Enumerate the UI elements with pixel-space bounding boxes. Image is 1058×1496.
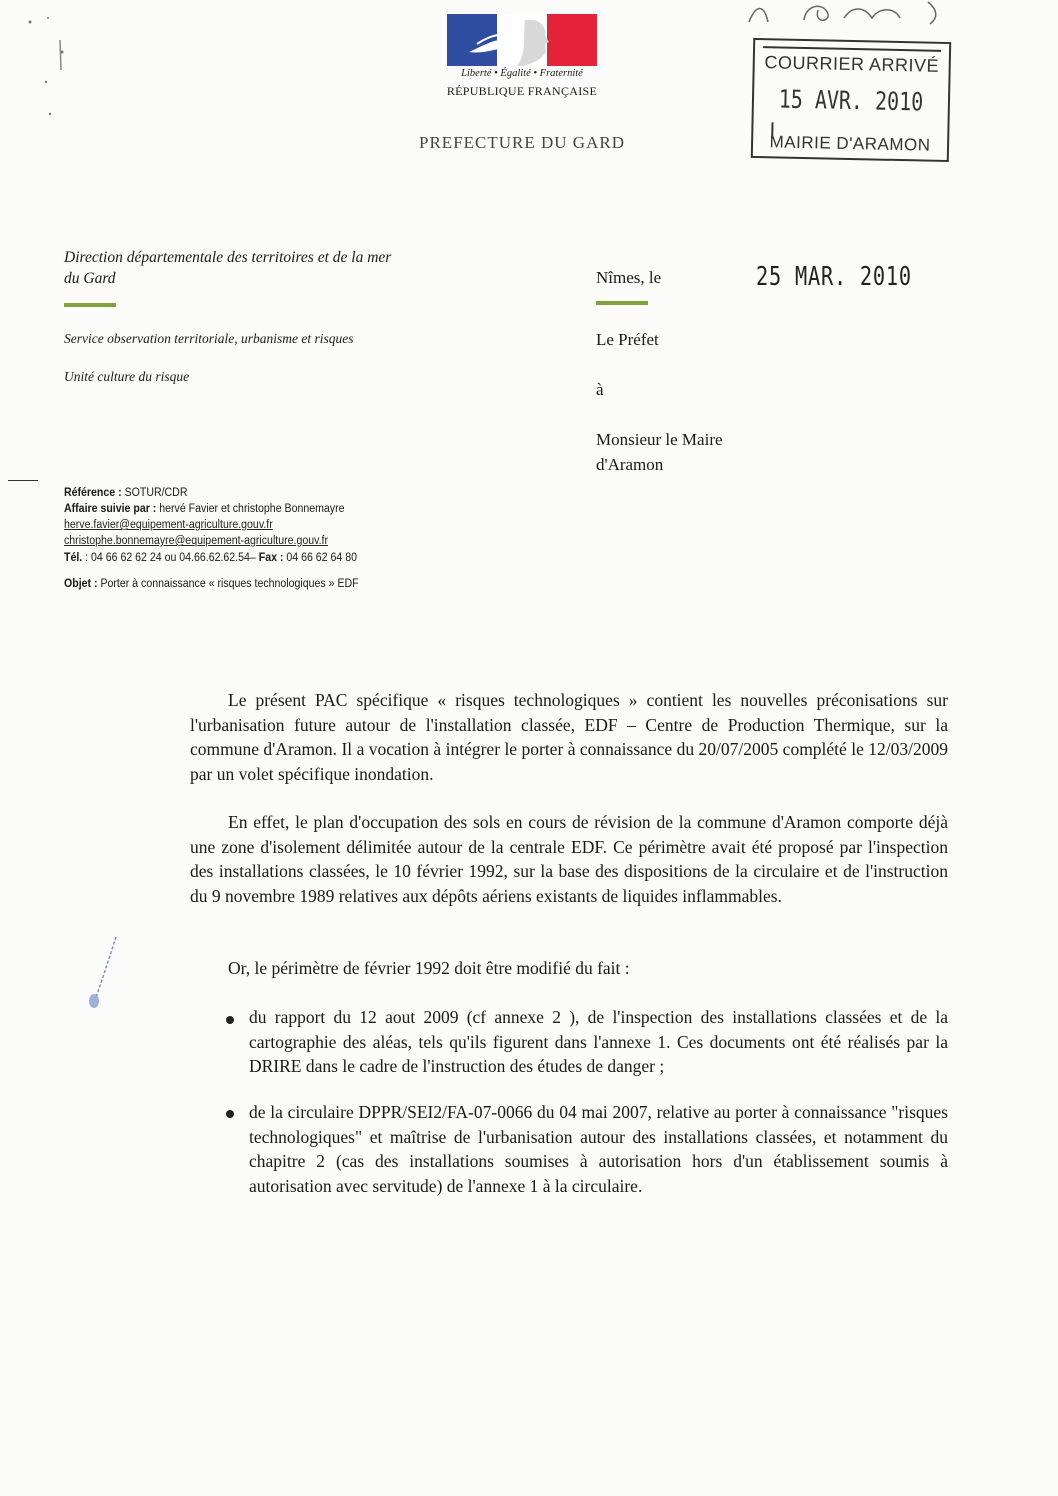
marianne-logo (447, 14, 597, 66)
body-paragraph-2 (190, 810, 948, 908)
p2-text: En effet, le plan d'occupation des sols en cours de révision de la commune d'Aramon comporte déjà une zone d'isolement délimitée autour de la centrale EDF. Ce périmètre avait été proposé par l'inspection des installations classées, le 10 février 1992, sur la base des dispositions de la circulaire et de l'instruction du 9 novembre 1989 relatives aux dépôts aériens existants de liquides inflammables. (190, 812, 948, 906)
reference-value: SOTUR/CDR (124, 487, 188, 499)
recipient (596, 427, 723, 477)
body-paragraph-1 (190, 688, 948, 786)
republic-name: RÉPUBLIQUE FRANÇAISE (446, 84, 598, 98)
stamp-place: MAIRIE D'ARAMON (769, 132, 931, 155)
objet-label: Objet : (64, 578, 98, 590)
affaire-label: Affaire suivie par : (64, 503, 157, 515)
reference-line (64, 486, 187, 501)
tel-value: : 04 66 62 62 24 ou 04.66.62.62.54– (85, 552, 256, 564)
city-label: Nîmes, le (596, 268, 662, 287)
sender-direction: Direction départementale des territoires et de la mer du Gard (64, 249, 392, 287)
stamp-top-line (763, 46, 941, 52)
handwritten-note (744, 0, 944, 26)
p1-text: Le présent PAC spécifique « risques technologiques » contient les nouvelles préconisations sur l'urbanisation future autour de l'installation classée, EDF – Centre de Production Thermique, sur la commune d'Aramon. Il a vocation à intégrer le porter à connaissance du 20/07/2005 complété le 12/03/2009 par un volet spécifique inondation. (190, 690, 948, 784)
green-divider-right (596, 301, 648, 305)
reception-stamp (751, 38, 951, 162)
recipient-line1: Monsieur le Maire (596, 430, 723, 449)
objet-line (64, 577, 359, 592)
republic-motto: Liberté • Égalité • Fraternité (461, 68, 583, 79)
prefecture-name: PREFECTURE DU GARD (419, 133, 625, 152)
bullet-item-2: de la circulaire DPPR/SEI2/FA-07-0066 du 04 mai 2007, relative au porter à connaissance "risques technologiques" et maîtrise de l'urbanisation autour des installations classées, et notamment du chapitre 2 (cas des installations soumises à autorisation hors d'un établissement soumis à autorisation avec servitude) de l'annexe 1 à la circulaire. (249, 1102, 948, 1196)
margin-specks (20, 10, 80, 120)
letter-date-stamp: 25 MAR. 2010 (756, 262, 912, 292)
margin-fold-mark (8, 480, 38, 481)
email-link-bonnemayre[interactable]: christophe.bonnemayre@equipement-agriculture.gouv.fr (64, 535, 329, 547)
affaire-line (64, 502, 345, 517)
bullet-dot-1 (226, 1016, 234, 1024)
objet-value: Porter à connaissance « risques technologiques » EDF (100, 578, 359, 590)
email-link-favier[interactable]: herve.favier@equipement-agriculture.gouv.fr (64, 519, 273, 531)
ink-mark (80, 935, 130, 1015)
fax-value: 04 66 62 64 80 (286, 552, 357, 564)
stamp-date: 15 AVR. 2010 (778, 84, 924, 117)
phone-line (64, 551, 357, 566)
bullet-dot-2 (226, 1110, 234, 1118)
sender-unit: Unité culture du risque (64, 369, 190, 384)
sender-service: Service observation territoriale, urbanisme et risques (64, 331, 354, 346)
recipient-line2: d'Aramon (596, 455, 664, 474)
reference-label: Référence : (64, 487, 122, 499)
green-divider-left (64, 303, 116, 307)
affaire-value: hervé Favier et christophe Bonnemayre (159, 503, 345, 515)
body-paragraph-3: Or, le périmètre de février 1992 doit être modifié du fait : (228, 958, 630, 978)
fax-label: Fax : (258, 552, 284, 564)
addressed-to: à (596, 380, 604, 399)
sender-title: Le Préfet (596, 330, 659, 349)
stamp-title: COURRIER ARRIVÉ (764, 52, 940, 76)
bullet-item-1: du rapport du 12 aout 2009 (cf annexe 2 ), de l'inspection des installations classées et de la cartographie des aléas, tels qu'ils figurent dans l'annexe 1. Ces documents ont été réalisés par la DRIRE dans le cadre de l'instruction des études de danger ; (249, 1007, 948, 1076)
tel-label: Tél. (64, 552, 83, 564)
